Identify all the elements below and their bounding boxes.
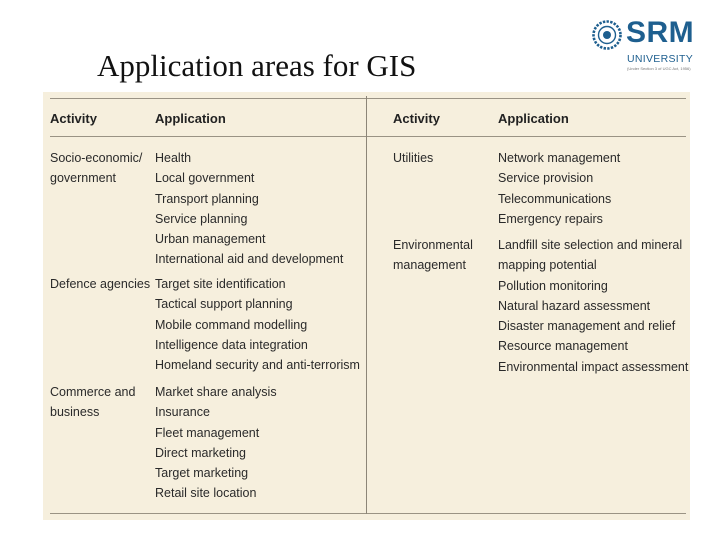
application-list [155, 382, 277, 504]
table-header-rule [50, 136, 686, 137]
activity-cell [393, 235, 473, 276]
activity-cell [50, 148, 142, 189]
activity-cell [50, 274, 150, 294]
application-item: Service planning [155, 211, 248, 226]
table-top-rule [50, 98, 686, 99]
application-item: Telecommunications [498, 191, 612, 206]
table-bottom-rule [50, 513, 686, 514]
activity-line: business [50, 405, 100, 420]
application-item: Environmental impact assessment [498, 359, 689, 374]
application-item: Transport planning [155, 191, 259, 206]
application-item: Homeland security and anti-terrorism [155, 358, 360, 373]
application-item: Retail site location [155, 486, 257, 501]
header-activity-left: Activity [50, 111, 97, 126]
application-item: Urban management [155, 232, 266, 247]
logo-name: SRM [626, 16, 695, 49]
application-item: Target site identification [155, 277, 286, 291]
header-application-left: Application [155, 111, 226, 126]
header-application-right: Application [498, 111, 569, 126]
application-list [498, 235, 688, 377]
application-item: Natural hazard assessment [498, 298, 651, 313]
activity-line: Socio-economic/ [50, 151, 143, 165]
activity-line: Environmental [393, 238, 473, 252]
application-item: Pollution monitoring [498, 278, 608, 293]
application-item: Tactical support planning [155, 297, 293, 312]
application-item: Fleet management [155, 425, 260, 440]
application-list [155, 148, 343, 270]
application-item: Emergency repairs [498, 211, 603, 226]
table-column-divider [366, 96, 367, 514]
activity-line: management [393, 258, 466, 273]
application-item: Health [155, 151, 192, 165]
application-item: Target marketing [155, 466, 249, 481]
application-item: International aid and development [155, 252, 344, 267]
srm-university-logo [592, 18, 704, 76]
application-item: Service provision [498, 171, 594, 186]
slide-title: Application areas for GIS [97, 48, 417, 83]
application-item: Market share analysis [155, 385, 277, 399]
application-item: mapping potential [498, 258, 597, 273]
activity-cell [393, 148, 433, 168]
application-item: Intelligence data integration [155, 337, 308, 352]
header-activity-right: Activity [393, 111, 440, 126]
activity-line: Defence agencies [50, 277, 151, 291]
university-emblem-icon [592, 20, 622, 50]
logo-subtitle: UNIVERSITY [627, 53, 694, 65]
activity-line: Utilities [393, 151, 434, 165]
application-item: Mobile command modelling [155, 317, 308, 332]
activity-cell [50, 382, 135, 423]
activity-line: government [50, 171, 117, 186]
gis-application-table [43, 92, 690, 520]
application-item: Disaster management and relief [498, 319, 676, 334]
application-item: Direct marketing [155, 445, 246, 460]
logo-tagline: (Under Section 3 of UGC Act, 1956) [627, 66, 691, 71]
application-item: Landfill site selection and mineral [498, 238, 683, 252]
application-item: Resource management [498, 339, 628, 354]
application-list [155, 274, 360, 375]
application-item: Insurance [155, 405, 210, 420]
application-list [498, 148, 620, 229]
application-item: Network management [498, 151, 621, 165]
activity-line: Commerce and [50, 385, 136, 399]
application-item: Local government [155, 171, 255, 186]
